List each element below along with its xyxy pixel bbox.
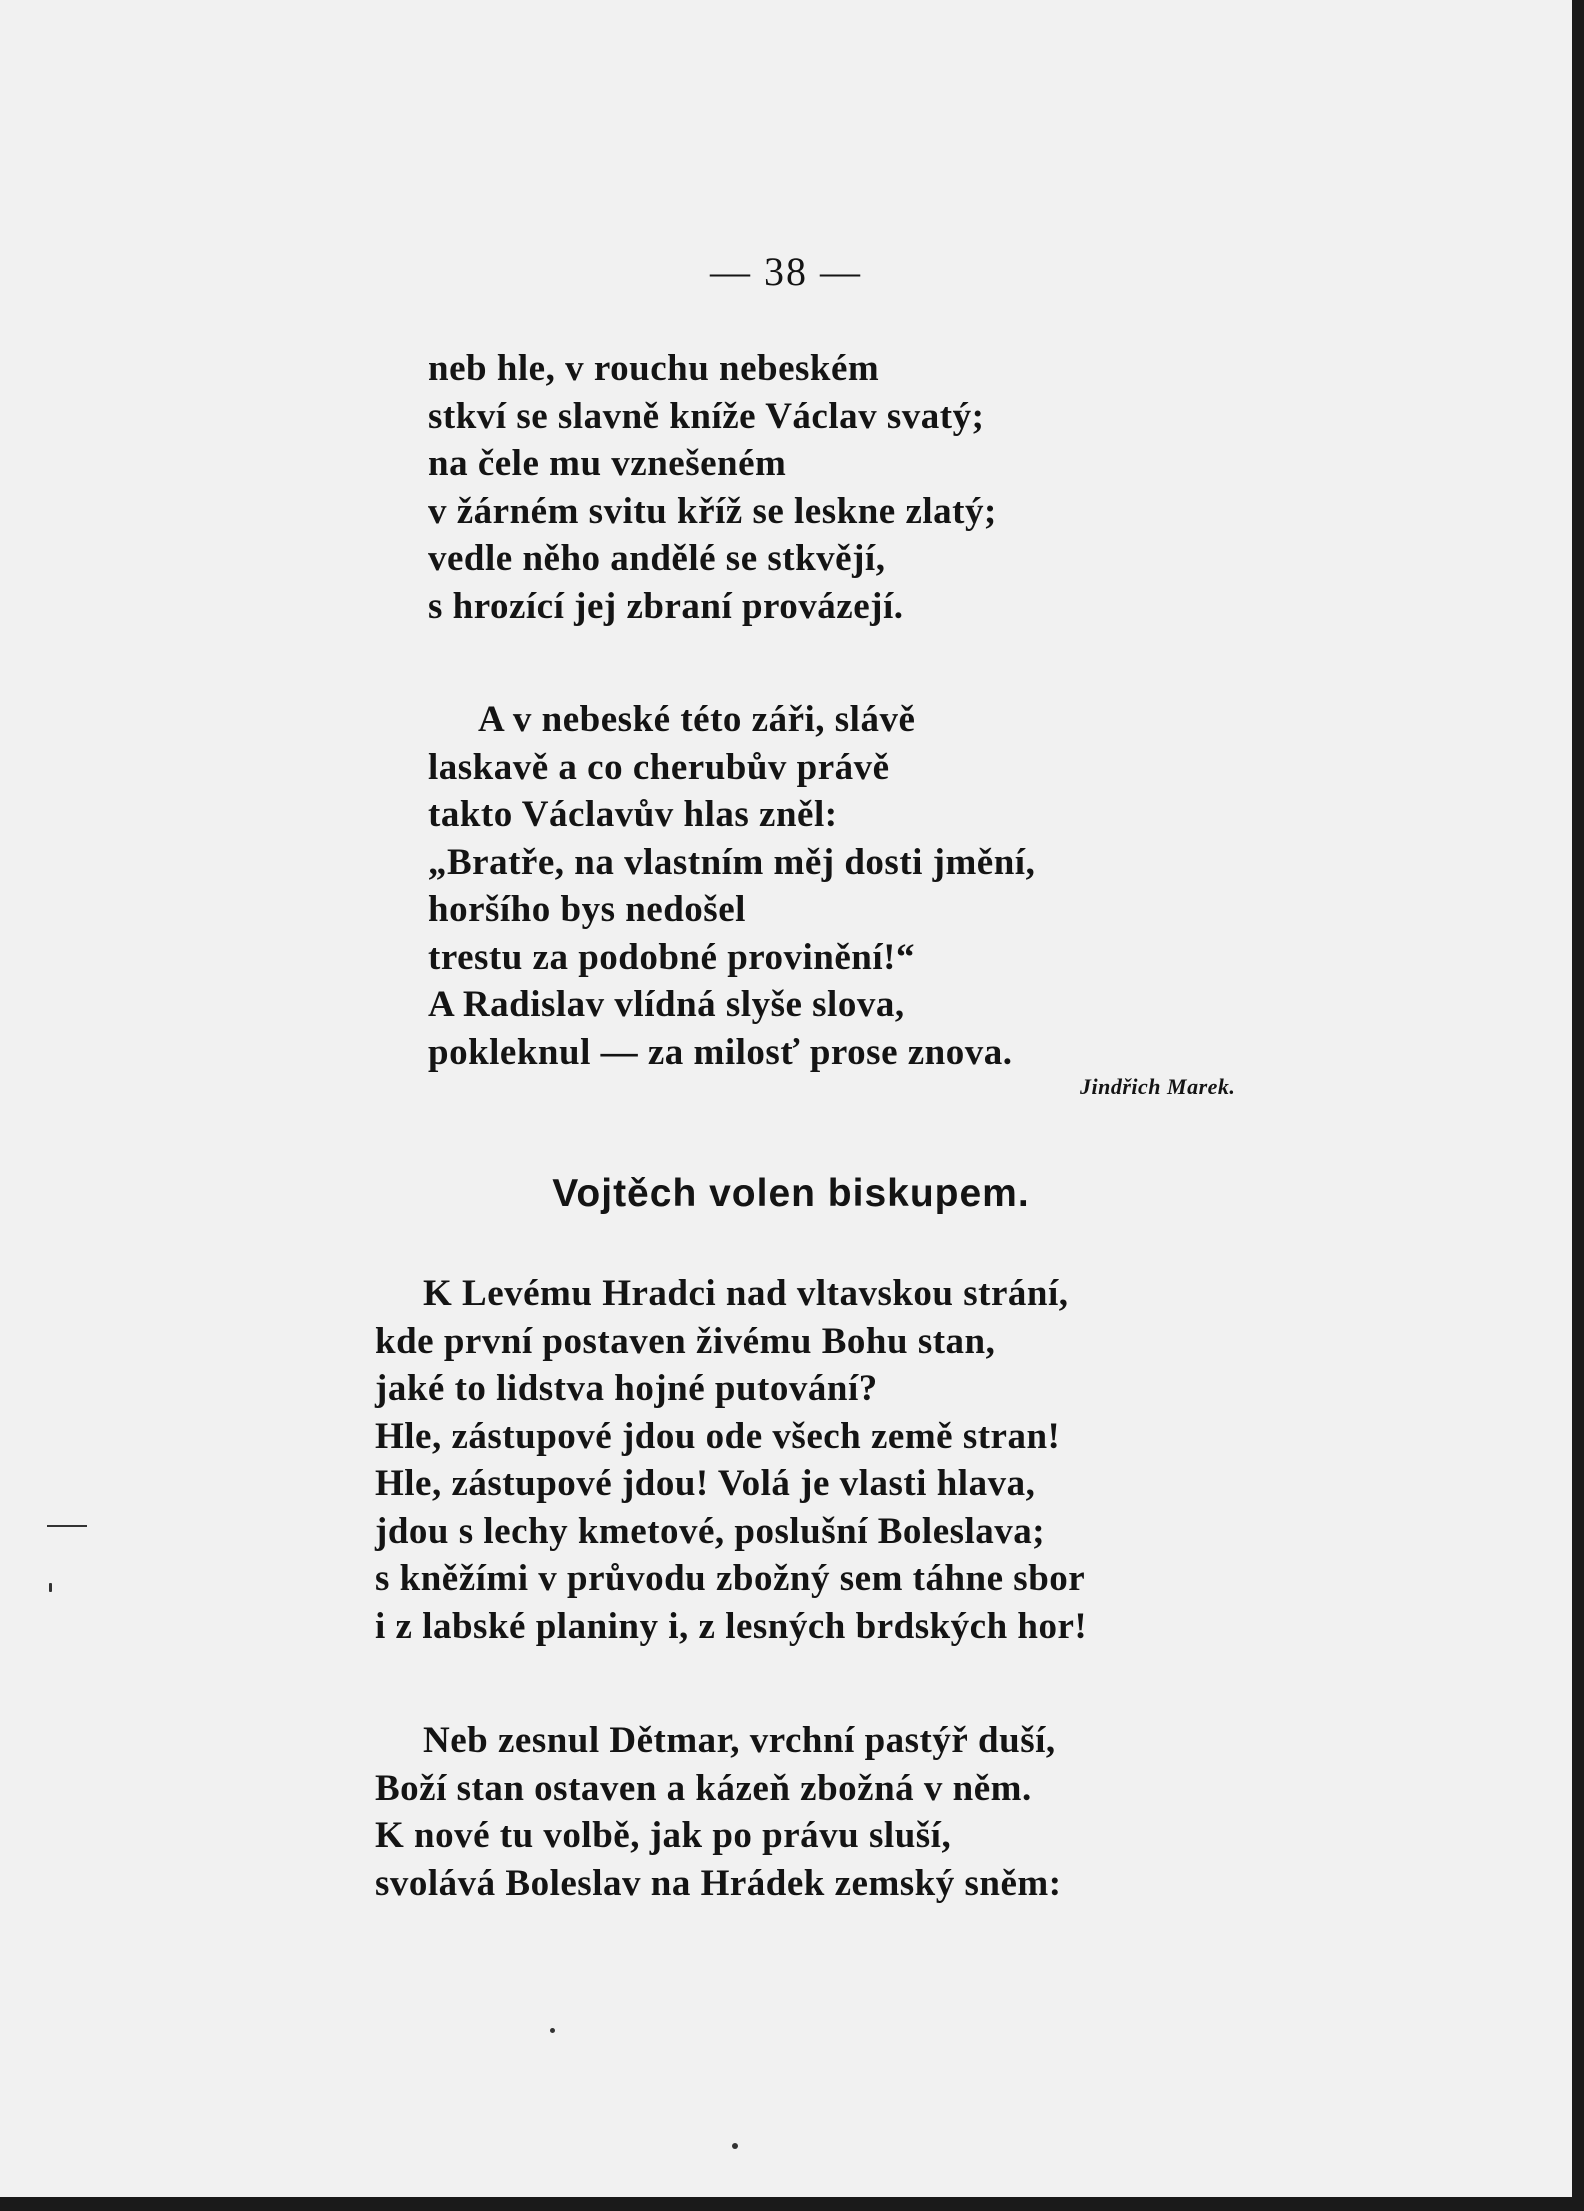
- verse-line: K Levému Hradci nad vltavskou strání,: [423, 1273, 1069, 1314]
- verse-line: vedle něho andělé se stkvějí,: [428, 538, 886, 579]
- verse-line: Neb zesnul Dětmar, vrchní pastýř duší,: [423, 1720, 1056, 1761]
- verse-line: stkví se slavně kníže Václav svatý;: [428, 395, 985, 437]
- ink-speck: [49, 1583, 52, 1592]
- verse-line: laskavě a co cherubův právě: [428, 746, 890, 788]
- verse-line: takto Václavův hlas zněl:: [428, 794, 838, 835]
- verse-line: K nové tu volbě, jak po právu sluší,: [375, 1815, 952, 1856]
- verse-line: trestu za podobné provinění!“: [428, 936, 915, 978]
- stanza-4: [375, 1717, 1062, 1907]
- poem-title: Vojtěch volen biskupem.: [552, 1172, 1030, 1215]
- verse-line: Hle, zástupové jdou! Volá je vlasti hlava,: [375, 1463, 1036, 1504]
- verse-line: v žárném svitu kříž se leskne zlatý;: [428, 490, 997, 532]
- verse-line: Hle, zástupové jdou ode všech země stran!: [375, 1415, 1061, 1457]
- verse-line: s hrozící jej zbraní provázejí.: [428, 585, 904, 627]
- verse-line: neb hle, v rouchu nebeském: [428, 348, 880, 389]
- stanza-2: [428, 696, 1035, 1076]
- ink-speck: [550, 2028, 555, 2033]
- page-number: — 38 —: [710, 249, 862, 294]
- verse-line: jaké to lidstva hojné putování?: [375, 1368, 878, 1409]
- verse-line: „Bratře, na vlastním měj dosti jmění,: [428, 841, 1036, 883]
- ink-speck: [47, 1525, 87, 1527]
- stanza-1: [428, 345, 997, 630]
- author-signature: Jindřich Marek.: [1080, 1074, 1236, 1099]
- verse-line: pokleknul — za milosť prose znova.: [428, 1031, 1013, 1073]
- verse-line: svolává Boleslav na Hrádek zemský sněm:: [375, 1862, 1062, 1904]
- verse-line: na čele mu vznešeném: [428, 443, 787, 484]
- stanza-3: [375, 1270, 1087, 1650]
- verse-line: Boží stan ostaven a kázeň zbožná v něm.: [375, 1767, 1032, 1809]
- verse-line: A Radislav vlídná slyše slova,: [428, 984, 905, 1025]
- verse-line: A v nebeské této záři, slávě: [478, 699, 916, 740]
- ink-speck: [732, 2143, 738, 2149]
- verse-line: horšího bys nedošel: [428, 889, 746, 930]
- verse-line: s kněžími v průvodu zbožný sem táhne sbor: [375, 1558, 1086, 1599]
- verse-line: i z labské planiny i, z lesných brdských hor!: [375, 1605, 1088, 1647]
- verse-line: jdou s lechy kmetové, poslušní Boleslava;: [375, 1510, 1046, 1552]
- verse-line: kde první postaven živému Bohu stan,: [375, 1320, 996, 1362]
